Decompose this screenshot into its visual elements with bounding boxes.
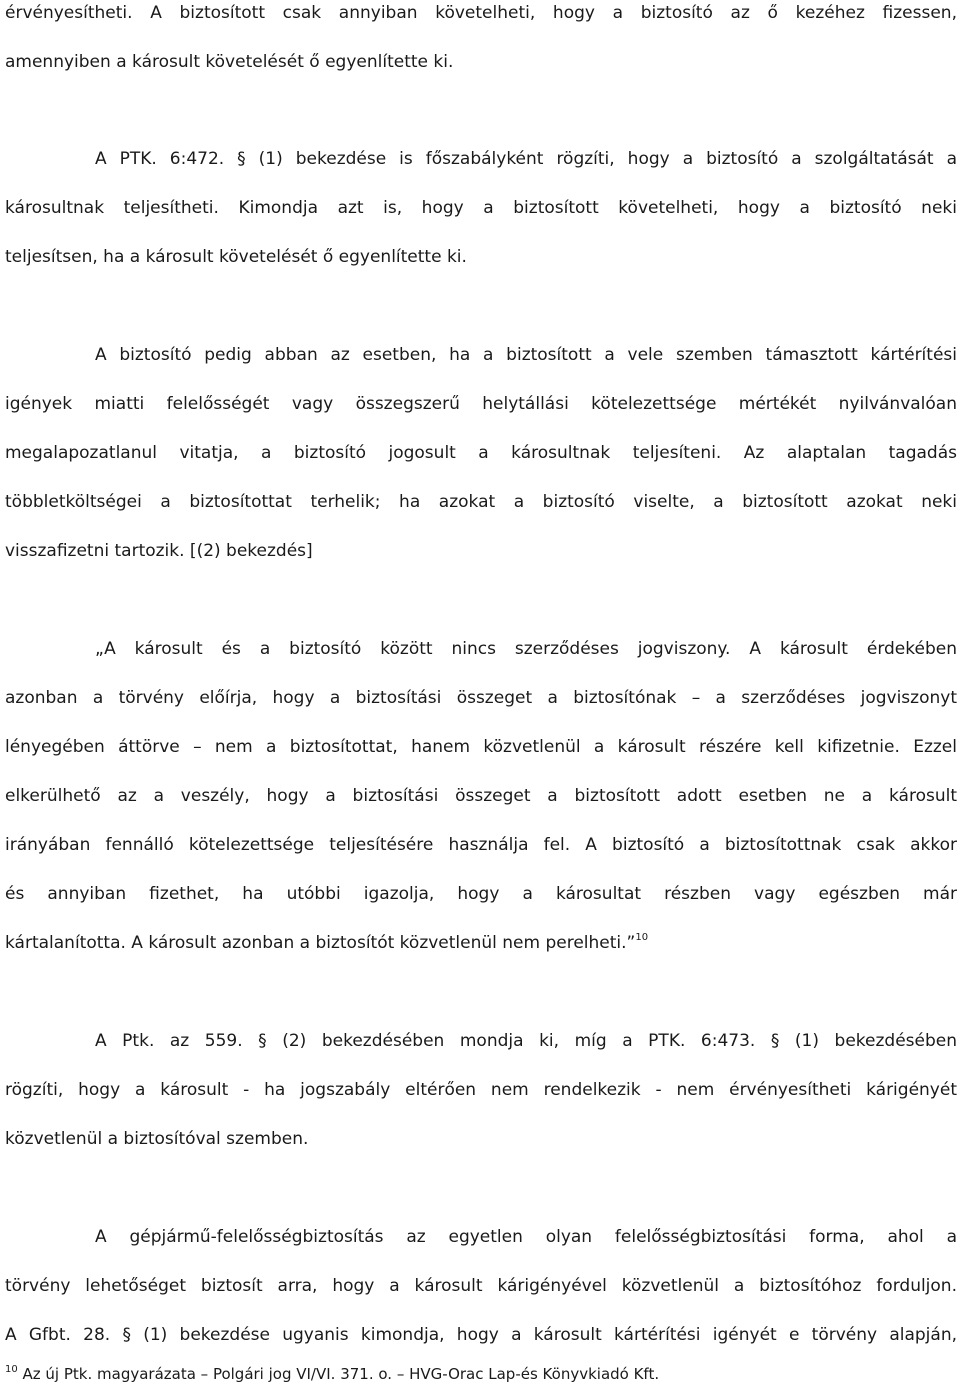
text-line: „A károsult és a biztosító között nincs szerződéses jogviszony. A károsult érdekében bbox=[95, 639, 957, 659]
text-line: lényegében áttörve – nem a biztosítottat, hanem közvetlenül a károsult részére kell kifizetnie. Ezzel bbox=[5, 737, 957, 757]
text-line: törvény lehetőséget biztosít arra, hogy a károsult kárigényével közvetlenül a biztosítóhoz forduljon. bbox=[5, 1276, 957, 1296]
paragraph bbox=[5, 342, 957, 587]
text-line: A PTK. 6:472. § (1) bekezdése is főszabályként rögzíti, hogy a biztosító a szolgáltatását a bbox=[95, 149, 957, 169]
quotation-paragraph bbox=[5, 636, 957, 979]
text-line: A Ptk. az 559. § (2) bekezdésében mondja ki, míg a PTK. 6:473. § (1) bekezdésében bbox=[95, 1031, 957, 1051]
text-line: és annyiban fizethet, ha utóbbi igazolja, hogy a károsultat részben vagy egészben már bbox=[5, 884, 957, 904]
text-line: teljesítsen, ha a károsult követelését ő egyenlítette ki. bbox=[5, 247, 467, 267]
text-line: érvényesítheti. A biztosított csak annyiban követelheti, hogy a biztosító az ő kezéhez fizessen, bbox=[5, 3, 957, 23]
text-line: azonban a törvény előírja, hogy a biztosítási összeget a biztosítónak – a szerződéses jogviszonyt bbox=[5, 688, 957, 708]
text-line: többletköltségei a biztosítottat terhelik; ha azokat a biztosító viselte, a biztosított azokat neki bbox=[5, 492, 957, 512]
text-line: A Gfbt. 28. § (1) bekezdése ugyanis kimondja, hogy a károsult kártérítési igényét e törvény alapján, bbox=[5, 1325, 957, 1345]
text-line: igények miatti felelősségét vagy összegszerű helytállási kötelezettsége mértékét nyilvánvalóan bbox=[5, 394, 957, 414]
paragraph bbox=[5, 0, 957, 98]
footnote-number: 10 bbox=[5, 1364, 18, 1375]
text-line: amennyiben a károsult követelését ő egyenlítette ki. bbox=[5, 52, 454, 72]
paragraph bbox=[5, 1028, 957, 1175]
text-line: visszafizetni tartozik. [(2) bekezdés] bbox=[5, 541, 313, 561]
footnote-text: Az új Ptk. magyarázata – Polgári jog VI/VI. 371. o. – HVG-Orac Lap-és Könyvkiadó Kft. bbox=[22, 1365, 660, 1383]
footnote-reference[interactable]: 10 bbox=[635, 932, 649, 943]
text-line: A gépjármű-felelősségbiztosítás az egyetlen olyan felelősségbiztosítási forma, ahol a bbox=[95, 1227, 957, 1247]
text-line: közvetlenül a biztosítóval szemben. bbox=[5, 1129, 309, 1149]
footnote bbox=[5, 1361, 957, 1387]
text-line-content: kártalanította. A károsult azonban a biztosítót közvetlenül nem perelheti.” bbox=[5, 933, 636, 953]
text-line: elkerülhető az a veszély, hogy a biztosítási összeget a biztosított adott esetben ne a károsult bbox=[5, 786, 957, 806]
text-line: A biztosító pedig abban az esetben, ha a biztosított a vele szemben támasztott kártérítési bbox=[95, 345, 957, 365]
text-line: irányában fennálló kötelezettsége teljesítésére használja fel. A biztosító a biztosítottnak csak akkor bbox=[5, 835, 957, 855]
paragraph bbox=[5, 1224, 957, 1352]
text-line bbox=[5, 930, 957, 979]
text-line: károsultnak teljesítheti. Kimondja azt is, hogy a biztosított követelheti, hogy a biztosító neki bbox=[5, 198, 957, 218]
text-line: megalapozatlanul vitatja, a biztosító jogosult a károsultnak teljesíteni. Az alaptalan tagadás bbox=[5, 443, 957, 463]
paragraph bbox=[5, 146, 957, 293]
text-line: rögzíti, hogy a károsult - ha jogszabály eltérően nem rendelkezik - nem érvényesítheti kárigényét bbox=[5, 1080, 957, 1100]
